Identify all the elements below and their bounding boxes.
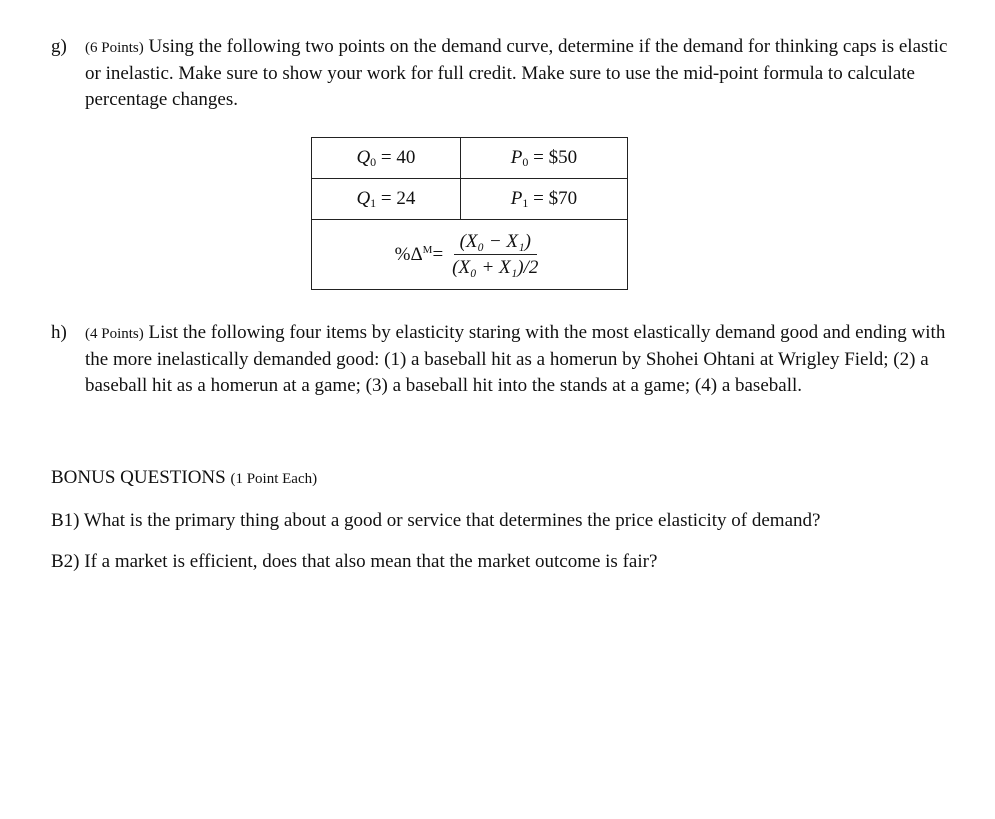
cell-p1: $P_1$ = $70	[460, 179, 627, 220]
question-g-points: (6 Points)	[85, 40, 144, 56]
cell-p0: $P_0$ = $50	[460, 138, 627, 179]
cell-midpoint-formula	[312, 220, 628, 290]
bonus-title: BONUS QUESTIONS	[51, 467, 226, 488]
question-h-marker: h)	[51, 322, 67, 343]
bonus-question-b1: B1) What is the primary thing about a good or service that determines the price elasticity of demand?	[51, 510, 821, 531]
midpoint-formula: $\%\Delta^M=$ $\frac{\text{(X₀ − X₁)}}{\text{(X₀ + X₁)/2}}$	[395, 231, 545, 279]
cell-q1: $Q_1 = 24$	[312, 179, 461, 220]
demand-points-table	[311, 137, 628, 290]
cell-q0: $Q_0 = 40$	[312, 138, 461, 179]
formula-denominator: (X₀ + X₁)/2	[452, 256, 539, 278]
bonus-points: (1 Point Each)	[230, 471, 318, 487]
bonus-heading	[51, 467, 317, 489]
question-h-text: List the following four items by elasticity staring with the most elastically demand good and ending with the more inelastically demanded good: (1) a baseball hit as a homerun by Shohei Ohtani at Wrigley Field; (2) a baseball hit as a homerun at a game; (3) a baseball hit into the stands at a game; (4) a baseball.	[85, 322, 946, 396]
question-g	[51, 34, 951, 113]
question-h	[51, 320, 951, 399]
question-g-text: Using the following two points on the demand curve, determine if the demand for thinking caps is elastic or inelastic. Make sure to show your work for full credit. Make sure to use the mid-point formula to calculate percentage changes.	[85, 36, 948, 110]
formula-numerator: (X₀ − X₁)	[454, 231, 537, 255]
question-g-marker: g)	[51, 36, 67, 57]
bonus-question-b2: B2) If a market is efficient, does that also mean that the market outcome is fair?	[51, 551, 658, 572]
question-h-points: (4 Points)	[85, 326, 144, 342]
